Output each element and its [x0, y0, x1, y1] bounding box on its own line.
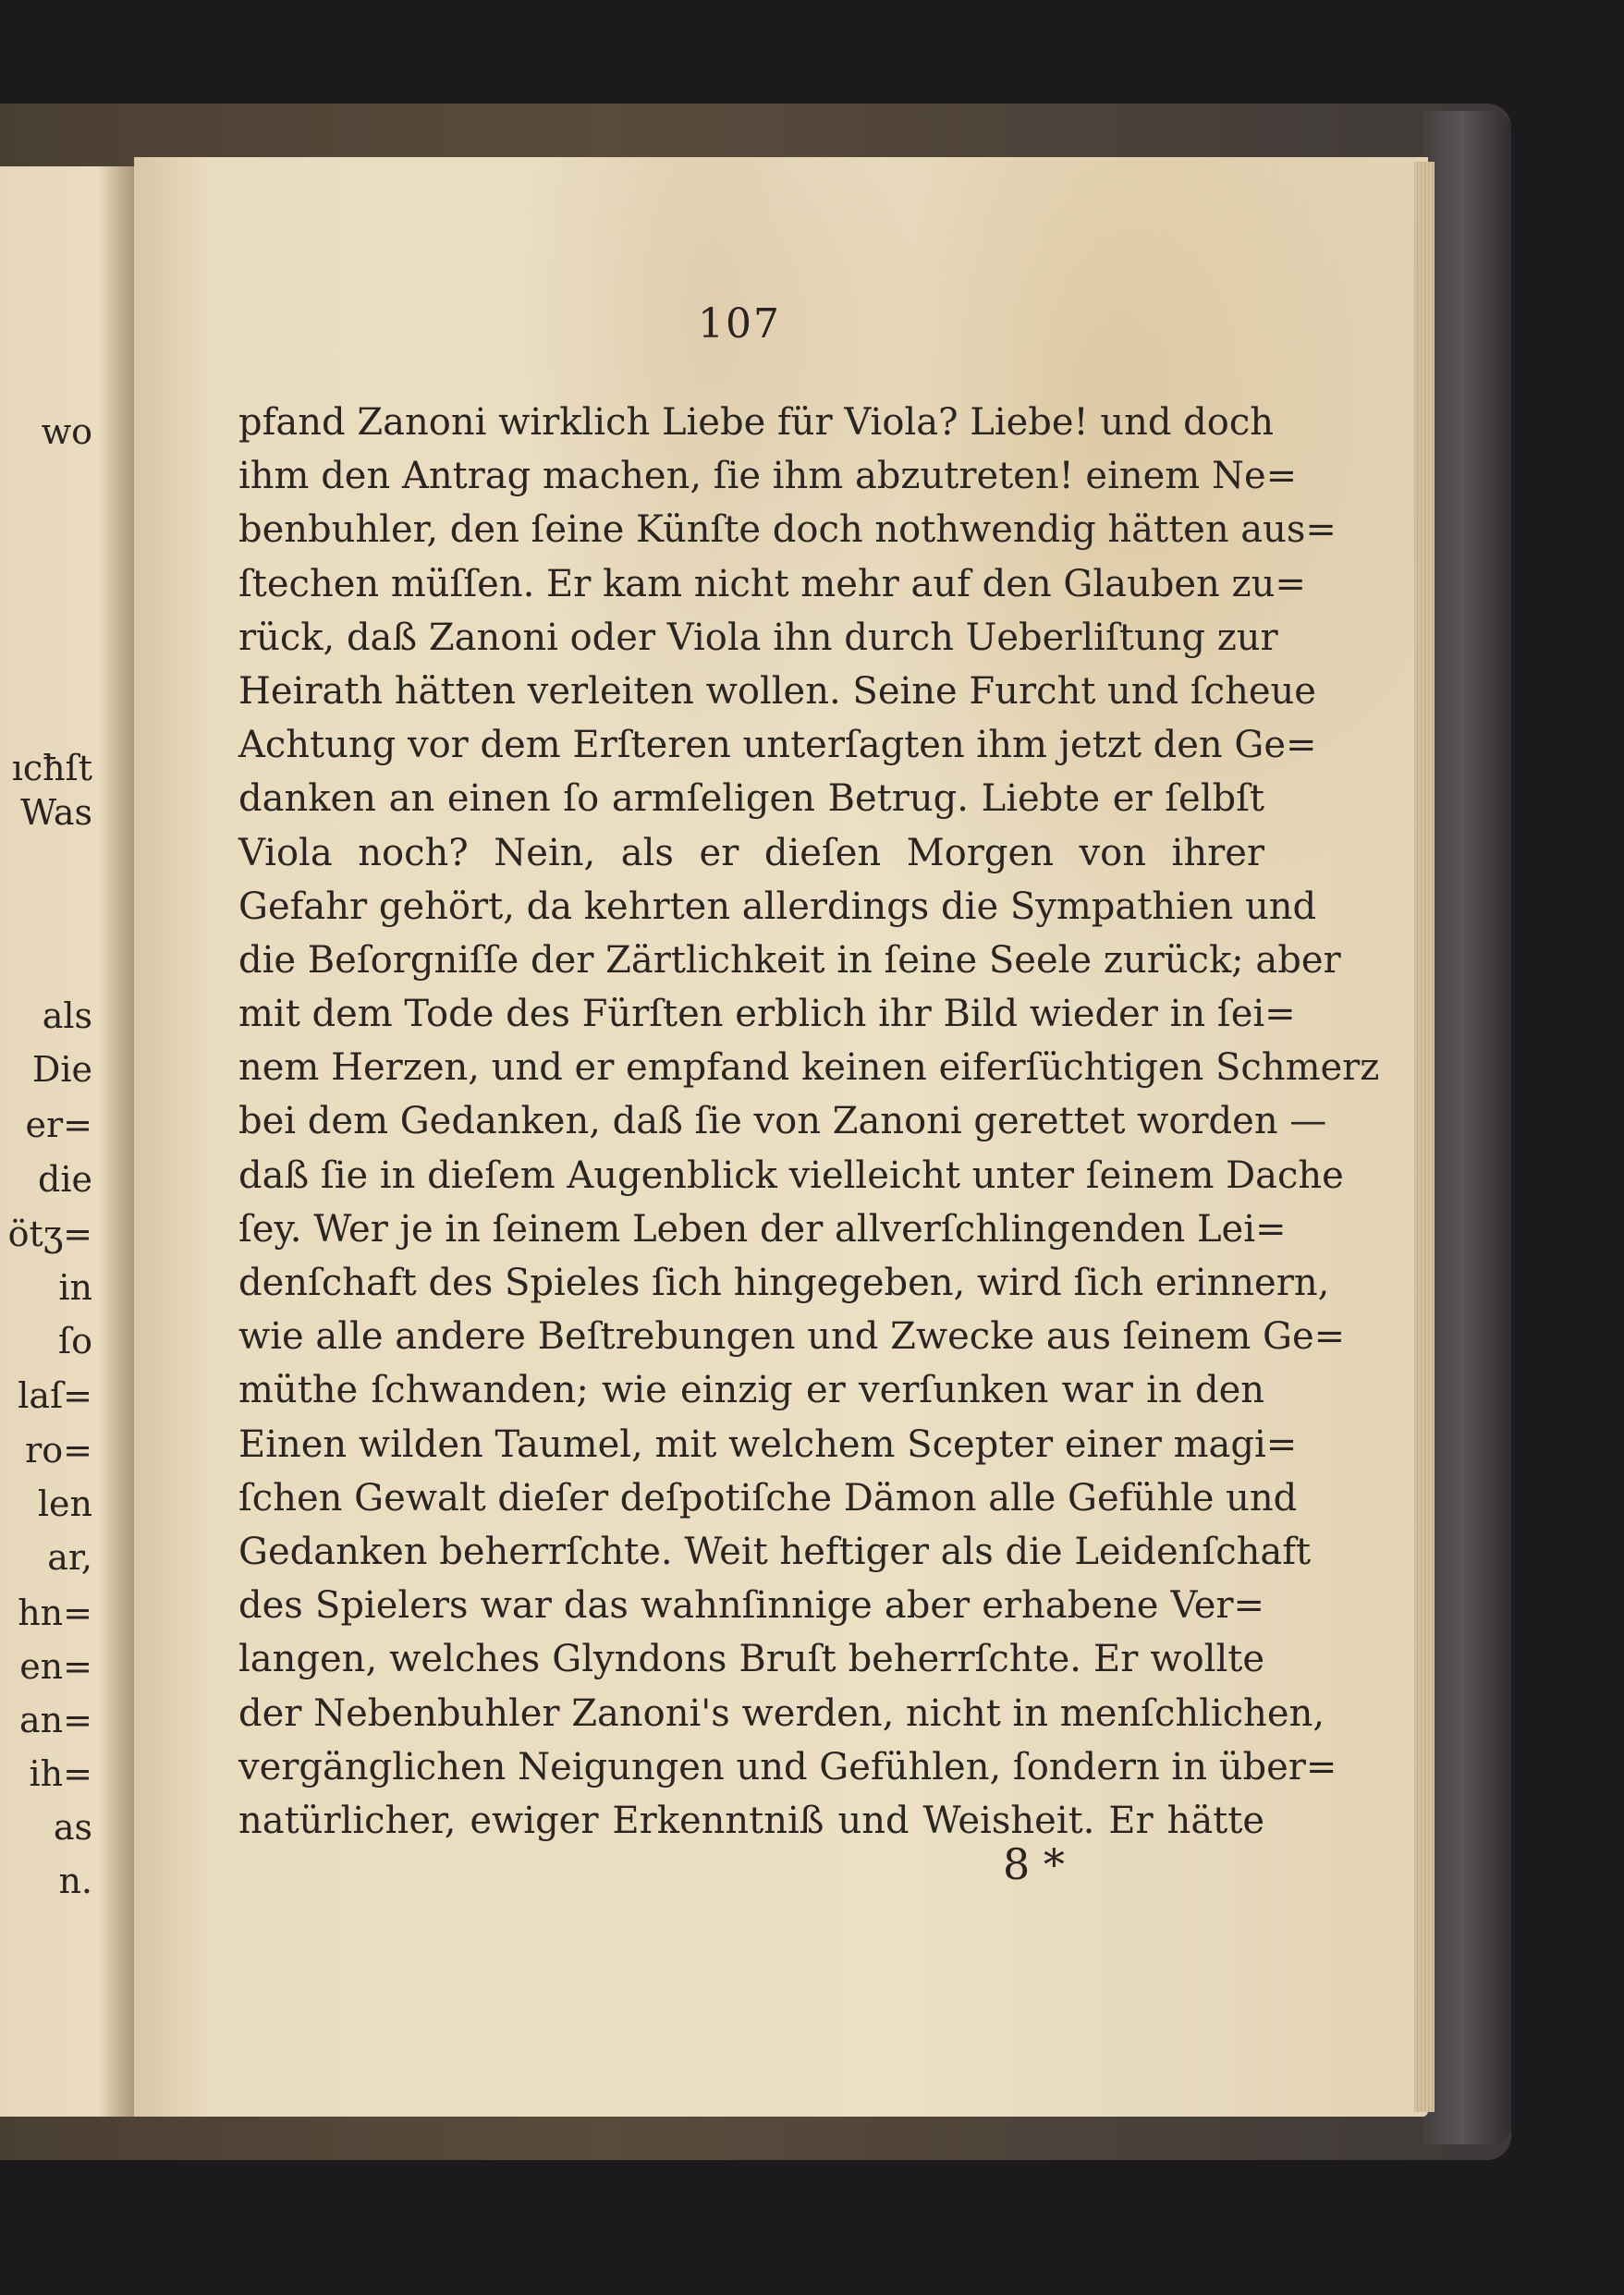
left-page-fragment: laſ= — [18, 1375, 92, 1416]
left-page-fragment: ſo — [58, 1321, 92, 1361]
text-line: langen, welches Glyndons Bruſt beherrſchte. Er wollte — [238, 1638, 1264, 1681]
text-line: des Spielers war das wahnſinnige aber erhabene Ver= — [238, 1584, 1264, 1628]
left-page-fragment: ar, — [47, 1537, 92, 1578]
left-page-fragment: ih= — [29, 1753, 92, 1794]
text-line: der Nebenbuhler Zanoni's werden, nicht in menſchlichen, — [238, 1691, 1325, 1735]
text-line: Gefahr gehört, da kehrten allerdings die Sympathien und — [238, 885, 1317, 928]
text-line: vergänglichen Neigungen und Gefühlen, ſondern in über= — [238, 1745, 1337, 1788]
text-line: ſey. Wer je in ſeinem Leben der allverſchlingenden Lei= — [238, 1207, 1287, 1251]
left-page-fragment: hn= — [18, 1593, 92, 1633]
left-page-fragment: als — [42, 995, 92, 1036]
left-page-fragment: er= — [25, 1105, 92, 1145]
left-page-fragment: in — [58, 1267, 92, 1308]
cover-edge — [1423, 111, 1511, 2144]
page-number: 107 — [698, 300, 781, 348]
left-page-fragment: ıcħſt — [11, 748, 92, 788]
text-line: ihm den Antrag machen, ſie ihm abzutreten! einem Ne= — [238, 455, 1298, 498]
text-line: nem Herzen, und er empfand keinen eiferſüchtigen Schmerz — [238, 1046, 1380, 1090]
text-line: Gedanken beherrſchte. Weit heftiger als die Leidenſchaft — [238, 1530, 1312, 1573]
left-page-fragment: as — [53, 1807, 92, 1848]
text-line: Achtung vor dem Erſteren unterſagten ihm jetzt den Ge= — [238, 724, 1317, 767]
left-page-fragment: an= — [19, 1700, 92, 1740]
left-page-fragment: Die — [31, 1049, 92, 1090]
text-line: denſchaft des Spieles ſich hingegeben, wird ſich erinnern, — [238, 1262, 1330, 1304]
text-line: Viola noch? Nein, als er dieſen Morgen von ihrer — [238, 831, 1264, 874]
left-page-fragment: n. — [58, 1861, 92, 1901]
text-line: mit dem Tode des Fürſten erblich ihr Bild wieder in ſei= — [238, 993, 1296, 1036]
signature-mark: 8 * — [1003, 1839, 1065, 1889]
text-line: pfand Zanoni wirklich Liebe für Viola? Liebe! und doch — [238, 401, 1275, 444]
left-page-fragment: ötʒ= — [7, 1214, 92, 1254]
text-line: Heirath hätten verleiten wollen. Seine Furcht und ſcheue — [238, 669, 1316, 713]
page-edges — [1414, 162, 1435, 2112]
text-line: danken an einen ſo armſeligen Betrug. Liebte er ſelbſt — [238, 777, 1264, 821]
left-page-fragment: ro= — [25, 1430, 92, 1471]
left-page-fragment: wo — [41, 411, 92, 452]
text-line: wie alle andere Beſtrebungen und Zwecke aus ſeinem Ge= — [238, 1315, 1346, 1359]
left-page-fragment: en= — [19, 1646, 92, 1687]
left-page-fragment: Was — [20, 792, 92, 833]
text-line: benbuhler, den ſeine Künſte doch nothwendig hätten aus= — [238, 508, 1337, 552]
text-line: rück, daß Zanoni oder Viola ihn durch Ueberliſtung zur — [238, 616, 1278, 659]
text-line: ſchen Gewalt dieſer deſpotiſche Dämon alle Gefühle und — [238, 1476, 1298, 1520]
text-line: natürlicher, ewiger Erkenntniß und Weisheit. Er hätte — [238, 1799, 1264, 1842]
text-line: bei dem Gedanken, daß ſie von Zanoni gerettet worden — — [238, 1100, 1327, 1143]
left-page-fragment: len — [37, 1483, 92, 1524]
text-line: ſtechen müſſen. Er kam nicht mehr auf den Glauben zu= — [238, 562, 1306, 605]
text-line: daß ſie in dieſem Augenblick vielleicht unter ſeinem Dache — [238, 1154, 1344, 1197]
left-page-fragment: die — [38, 1159, 92, 1200]
text-line: die Beſorgniſſe der Zärtlichkeit in ſeine Seele zurück; aber — [238, 938, 1341, 982]
text-line: müthe ſchwanden; wie einzig er verſunken war in den — [238, 1369, 1264, 1412]
body-text — [238, 396, 1380, 1848]
text-line: Einen wilden Taumel, mit welchem Scepter einer magi= — [238, 1422, 1298, 1466]
